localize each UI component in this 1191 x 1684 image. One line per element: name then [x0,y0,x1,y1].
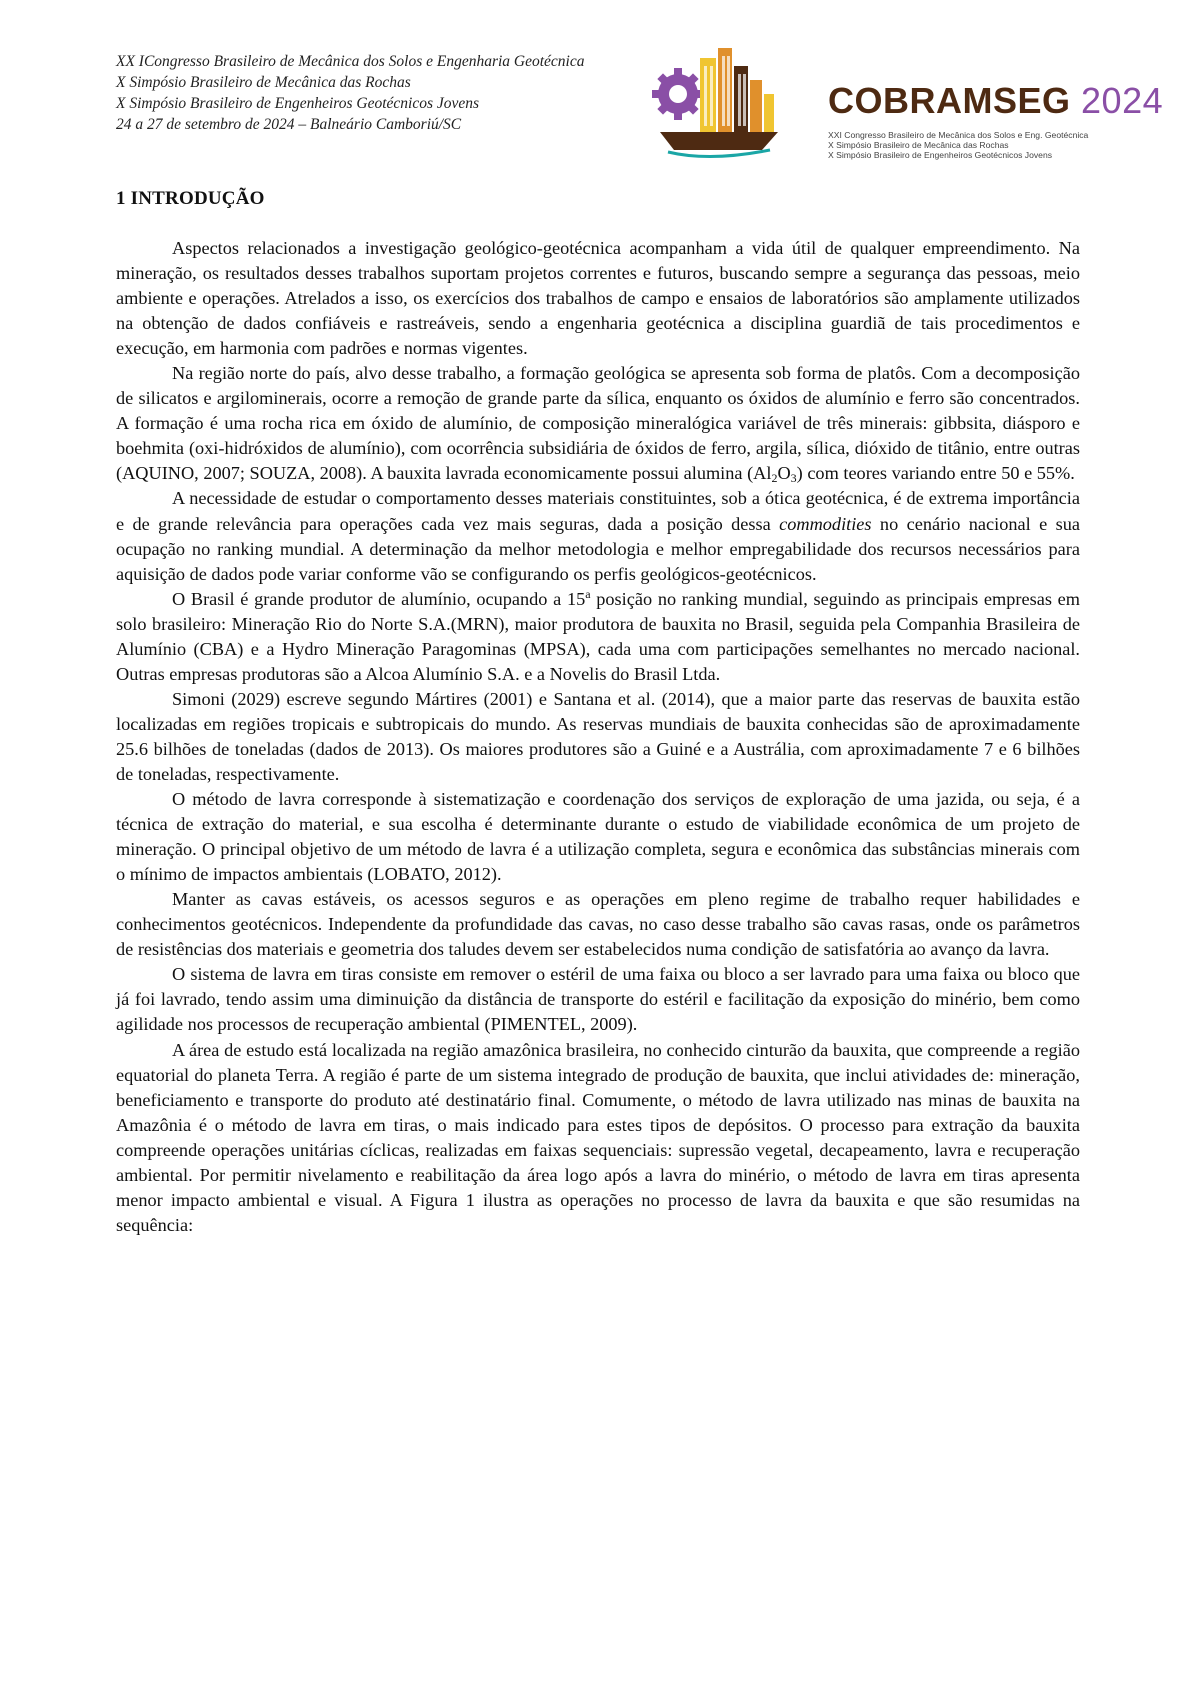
logo-sub-line-2: X Simpósio Brasileiro de Mecânica das Rochas [828,140,1009,150]
logo-year: 2024 [1081,80,1164,121]
paragraph-5: Simoni (2029) escreve segundo Mártires (2001) e Santana et al. (2014), que a maior parte das reservas de bauxita estão localizadas em regiões tropicais e subtropicais do mundo. As reservas mundiais de bauxita conhecidas são de aproximadamente 25.6 bilhões de toneladas (dados de 2013). Os maiores produtores são a Guiné e a Austrália, com aproximadamente 7 e 6 bilhões de toneladas, respectivamente. [116,688,1080,784]
paragraph-4-text-a: O Brasil é grande produtor de alumínio, ocupando a 15 [172,588,586,609]
logo-name: COBRAMSEG [828,80,1071,121]
paragraph-3 [116,486,1080,586]
paragraph-2-text-mid: O [777,463,791,484]
logo-sub-line-3: X Simpósio Brasileiro de Engenheiros Geotécnicos Jovens [828,150,1053,160]
paragraph-6: O método de lavra corresponde à sistematização e coordenação dos serviços de exploração de uma jazida, ou seja, é a técnica de extração do material, e sua escolha é determinante durante o estudo de viabilidade econômica de um projeto de mineração. O principal objetivo de um método de lavra é a utilização completa, segura e econômica das substâncias minerais com o mínimo de impactos ambientais (LOBATO, 2012). [116,789,1080,885]
o-subscript: 3 [790,471,797,486]
header-line-2: X Simpósio Brasileiro de Mecânica das Rochas [116,74,411,91]
logo-sub-line-1: XXI Congresso Brasileiro de Mecânica dos Solos e Eng. Geotécnica [828,130,1089,140]
cobramseg-logo [700,44,1164,164]
paragraph-1: Aspectos relacionados a investigação geológico-geotécnica acompanham a vida útil de qualquer empreendimento. Na mineração, os resultados desses trabalhos suportam projetos correntes e futuros, buscando sempre a segurança das pessoas, meio ambiente e operações. Atrelados a isso, os exercícios dos trabalhos de campo e ensaios de laboratórios são amplamente utilizados na obtenção de dados confiáveis e rastreáveis, sendo a engenharia geotécnica a disciplina guardiã de tais procedimentos e execução, em harmonia com padrões e normas vigentes. [116,238,1080,359]
header-line-3: X Simpósio Brasileiro de Engenheiros Geotécnicos Jovens [116,95,480,112]
al-subscript: 2 [771,471,778,486]
paragraph-8: O sistema de lavra em tiras consiste em remover o estéril de uma faixa ou bloco a ser lavrado para uma faixa ou bloco que já foi lavrado, tendo assim uma diminuição da distância de transporte do estéril e facilitação da exposição do minério, bem como agilidade nos processos de recuperação ambiental (PIMENTEL, 2009). [116,964,1080,1035]
paragraph-4 [116,587,1080,687]
ordinal-superscript: a [585,586,591,601]
logo-emblem-icon [650,44,780,164]
logo-subtitle [828,130,1088,160]
paragraph-7: Manter as cavas estáveis, os acessos seguros e as operações em pleno regime de trabalho requer habilidades e conhecimentos geotécnicos. Independente da profundidade das cavas, no caso desse trabalho são cavas rasas, onde os parâmetros de resistências dos materiais e geometria dos taludes devem ser estabelecidos numa condição de satisfatória ao avanço da lavra. [116,889,1080,960]
paragraph-3-text-b: no cenário nacional e sua ocupação no ranking mundial. A determinação da melhor metodologia e melhor empregabilidade dos recursos necessários para aquisição de dados pode variar conforme vão se configurando os perfis geológicos-geotécnicos. [116,513,1080,584]
header-line-4: 24 a 27 de setembro de 2024 – Balneário Camboriú/SC [116,116,462,133]
header-line-1: XX ICongresso Brasileiro de Mecânica dos Solos e Engenharia Geotécnica [116,53,585,70]
main-content [116,188,1080,1238]
section-title: 1 INTRODUÇÃO [116,188,265,209]
paragraph-2 [116,361,1080,486]
commodities-italic: commodities [779,513,872,534]
paragraph-4-text-b: posição no ranking mundial, seguindo as principais empresas em solo brasileiro: Mineração Rio do Norte S.A.(MRN), maior produtora de bauxita no Brasil, seguida pela Companhia Brasileira de Alumínio (CBA) e a Hydro Mineração Paragominas (MPSA), cada uma com participações semelhantes no mercado nacional. Outras empresas produtoras são a Alcoa Alumínio S.A. e a Novelis do Brasil Ltda. [116,588,1080,684]
paragraph-9: A área de estudo está localizada na região amazônica brasileira, no conhecido cinturão da bauxita, que compreende a região equatorial do planeta Terra. A região é parte de um sistema integrado de produção de bauxita, que inclui atividades de: mineração, beneficiamento e transporte do produto até destinatário final. Comumente, o método de lavra utilizado nas minas de bauxita na Amazônia é o método de lavra em tiras, o mais indicado para estes tipos de depósitos. O processo para extração da bauxita compreende operações unitárias cíclicas, realizadas em faixas sequenciais: supressão vegetal, decapeamento, lavra e recuperação ambiental. Por permitir nivelamento e reabilitação da área logo após a lavra do minério, o método de lavra em tiras apresenta menor impacto ambiental e visual. A Figura 1 ilustra as operações no processo de lavra da bauxita e que são resumidas na sequência: [116,1039,1080,1235]
paragraph-3-text-a: A necessidade de estudar o comportamento desses materiais constituintes, sob a ótica geotécnica, é de extrema importância e de grande relevância para operações cada vez mais seguras, dada a posição dessa [116,488,1080,534]
paragraph-2-text-a: Na região norte do país, alvo desse trabalho, a formação geológica se apresenta sob forma de platôs. Com a decomposição de silicatos e argilominerais, ocorre a remoção de grande parte da sílica, enquanto os óxidos de alumínio e ferro são concentrados. A formação é uma rocha rica em óxido de alumínio, de composição mineralógica variável de três minerais: gibbsita, diásporo e boehmita (oxi-hidróxidos de alumínio), com ocorrência subsidiária de óxidos de ferro, argila, sílica, dióxido de titânio, entre outras (AQUINO, 2007; SOUZA, 2008). A bauxita lavrada economicamente possui alumina (Al [116,363,1080,484]
conference-header [116,51,585,135]
paragraph-2-text-b: ) com teores variando entre 50 e 55%. [796,463,1075,484]
logo-title [828,80,1163,122]
